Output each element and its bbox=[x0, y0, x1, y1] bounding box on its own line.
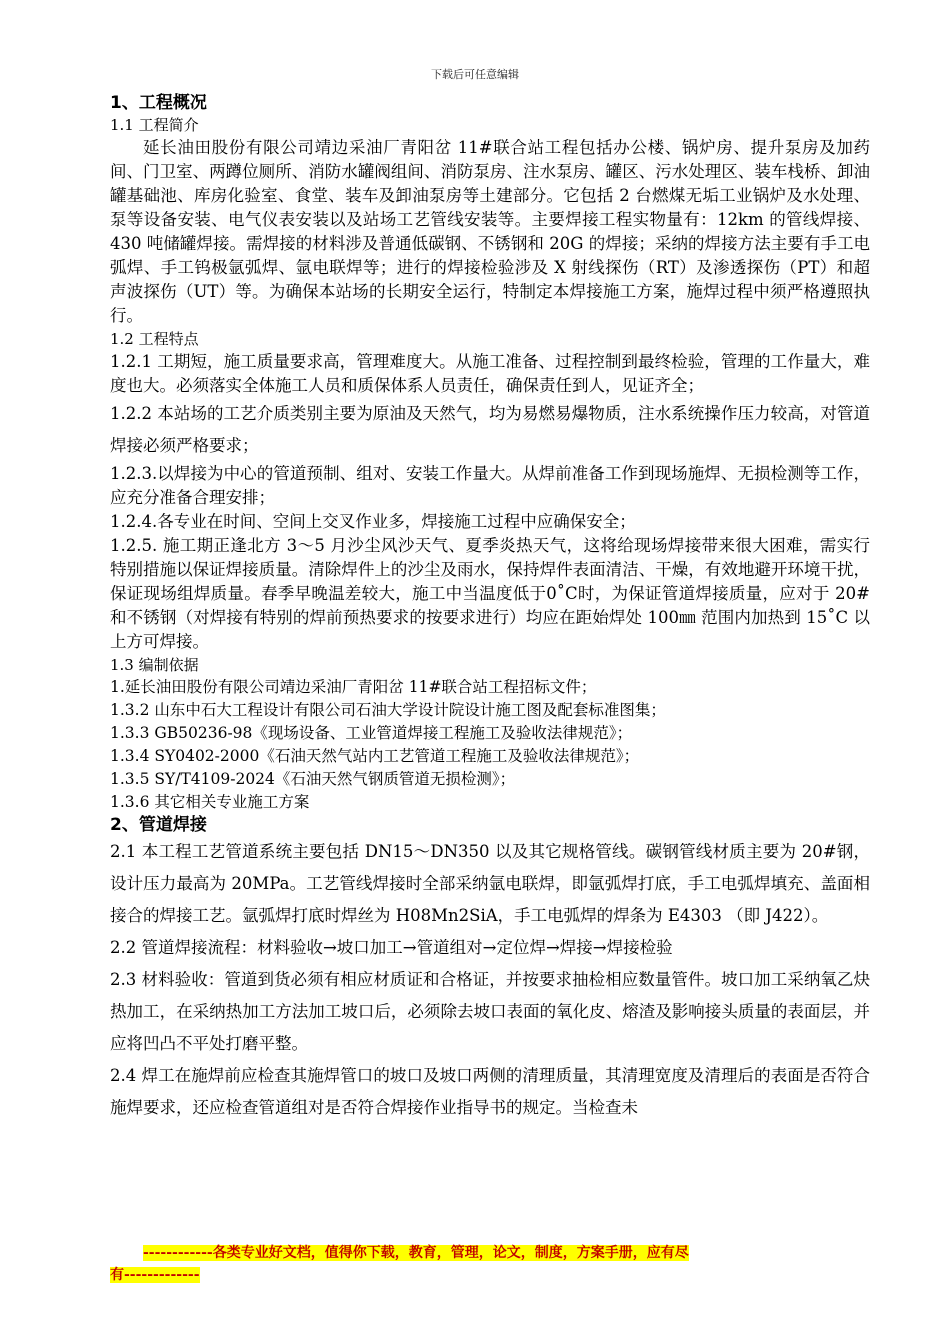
item-1-2-2: 1.2.2 本站场的工艺介质类别主要为原油及天然气，均为易燃易爆物质，注水系统操作压力较高，对管道焊接必须严格要求； bbox=[110, 404, 870, 455]
item-2-1: 2.1 本工程工艺管道系统主要包括 DN15～DN350 以及其它规格管线。碳钢管线材质主要为 20#钢，设计压力最高为 20MPa。工艺管线焊接时全部采纳氩电联焊，即氩弧焊打底，手工电弧焊填充、盖面相接合的焊接工艺。氩弧焊打底时焊丝为 H08Mn2SiA，手工电弧焊的焊条为 E4303 （即 J422）。 bbox=[110, 842, 870, 925]
item-1-2-5: 1.2.5. 施工期正逢北方 3～5 月沙尘风沙天气、夏季炎热天气，这将给现场焊接带来很大困难，需实行特别措施以保证焊接质量。清除焊件上的沙尘及雨水，保持焊件表面清洁、干燥，有效地避开环境干扰，保证现场组焊质量。春季早晚温差较大，施工中当温度低于0˚C时，为保证管道焊接质量，应对于 20#和不锈钢（对焊接有特别的焊前预热要求的按要求进行）均应在距始焊处 100㎜ 范围内加热到 15˚C 以上方可焊接。 bbox=[110, 536, 870, 651]
section-1-title: 1、工程概况 bbox=[110, 93, 207, 113]
item-1-2-4: 1.2.4.各专业在时间、空间上交叉作业多，焊接施工过程中应确保安全； bbox=[110, 512, 636, 531]
section-1-1-paragraph: 延长油田股份有限公司靖边采油厂青阳岔 11#联合站工程包括办公楼、锅炉房、提升泵房及加药间、门卫室、两蹲位厕所、消防水罐阀组间、消防泵房、注水泵房、罐区、污水处理区、装车栈桥、卸油罐基础池、库房化验室、食堂、装车及卸油泵房等土建部分。它包括 2 台燃煤无垢工业锅炉及水处理、泵等设备安装、电气仪表安装以及站场工艺管线安装等。主要焊接工程实物量有：12km 的管线焊接、430 吨储罐焊接。需焊接的材料涉及普通低碳钢、不锈钢和 20G 的焊接；采纳的焊接方法主要有手工电弧焊、手工钨极氩弧焊、氩电联焊等；进行的焊接检验涉及 X 射线探伤（RT）及渗透探伤（PT）和超声波探伤（UT）等。为确保本站场的长期安全运行，特制定本焊接施工方案，施焊过程中须严格遵照执行。 bbox=[110, 138, 870, 325]
section-1-1-title: 1.1 工程简介 bbox=[110, 116, 199, 134]
item-2-4: 2.4 焊工在施焊前应检查其施焊管口的坡口及坡口两侧的清理质量，其清理宽度及清理后的表面是否符合施焊要求，还应检查管道组对是否符合焊接作业指导书的规定。当检查未 bbox=[110, 1066, 870, 1117]
footer-line-2: 有------------- bbox=[110, 1267, 200, 1283]
list-item: 1.3.5 SY/T4109-2024《石油天然气钢质管道无损检测》； bbox=[110, 770, 516, 788]
footer-line-1: ------------各类专业好文档，值得你下载，教育，管理，论文，制度，方案手册，应有尽 bbox=[143, 1245, 689, 1261]
list-item: 1.3.2 山东中石大工程设计有限公司石油大学设计院设计施工图及配套标准图集； bbox=[110, 701, 666, 719]
item-2-2: 2.2 管道焊接流程：材料验收→坡口加工→管道组对→定位焊→焊接→焊接检验 bbox=[110, 938, 673, 957]
document-body bbox=[110, 92, 870, 1124]
list-item: 1.延长油田股份有限公司靖边采油厂青阳岔 11#联合站工程招标文件； bbox=[110, 678, 597, 696]
item-2-3: 2.3 材料验收：管道到货必须有相应材质证和合格证，并按要求抽检相应数量管件。坡口加工采纳氧乙炔热加工，在采纳热加工方法加工坡口后，必须除去坡口表面的氧化皮、熔渣及影响接头质量的表面层，并应将凹凸不平处打磨平整。 bbox=[110, 970, 870, 1053]
footer-banner bbox=[110, 1242, 870, 1286]
item-1-2-1: 1.2.1 工期短，施工质量要求高，管理难度大。从施工准备、过程控制到最终检验，管理的工作量大，难度也大。必须落实全体施工人员和质保体系人员责任，确保责任到人，见证齐全； bbox=[110, 352, 870, 395]
list-item: 1.3.4 SY0402-2000《石油天然气站内工艺管道工程施工及验收法律规范》； bbox=[110, 747, 640, 765]
list-item: 1.3.6 其它相关专业施工方案 bbox=[110, 793, 310, 811]
list-item: 1.3.3 GB50236-98《现场设备、工业管道焊接工程施工及验收法律规范》； bbox=[110, 724, 633, 742]
section-1-3-title: 1.3 编制依据 bbox=[110, 656, 199, 674]
top-note: 下载后可任意编辑 bbox=[431, 68, 519, 81]
section-2-title: 2、管道焊接 bbox=[110, 815, 207, 835]
item-1-2-3: 1.2.3.以焊接为中心的管道预制、组对、安装工作量大。从焊前准备工作到现场施焊、无损检测等工作，应充分准备合理安排； bbox=[110, 464, 870, 507]
section-1-2-title: 1.2 工程特点 bbox=[110, 330, 199, 348]
